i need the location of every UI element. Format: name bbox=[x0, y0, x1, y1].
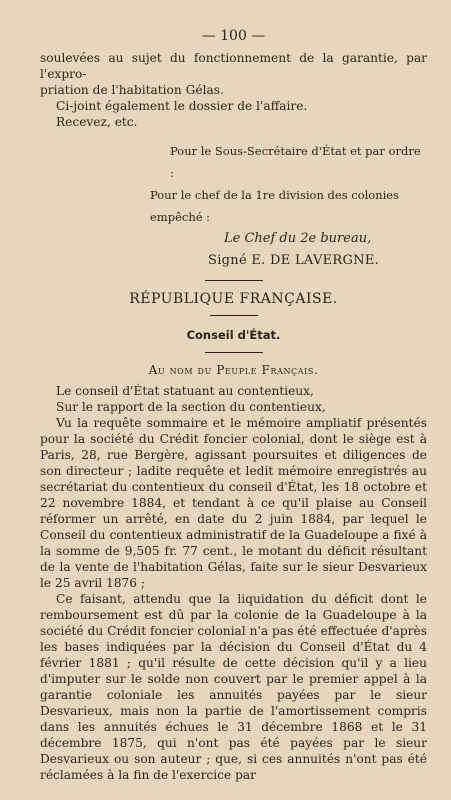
heading-peuple: Au nom du Peuple Français. bbox=[148, 363, 319, 377]
text-line: Recevez, etc. bbox=[56, 115, 138, 129]
text-line: Ci-joint également le dossier de l'affaire. bbox=[56, 99, 308, 113]
heading-conseil: Conseil d'État. bbox=[186, 328, 281, 342]
text-line: soulevées au sujet du fonctionnement de la garantie, par l'expro- bbox=[40, 51, 427, 81]
signature-line: Signé E. DE LAVERGNE. bbox=[208, 253, 380, 268]
heading-republic: RÉPUBLIQUE FRANÇAISE. bbox=[129, 291, 338, 307]
divider-rule bbox=[205, 280, 263, 281]
divider-rule bbox=[210, 315, 258, 316]
signature-line: Pour le chef de la 1re division des colonies empêché : bbox=[150, 188, 400, 224]
text-line: priation de l'habitation Gélas. bbox=[40, 83, 224, 97]
signature-line: Pour le Sous-Secrétaire d'État et par ordre : bbox=[170, 144, 421, 180]
page-number: — 100 — bbox=[201, 28, 266, 44]
divider-rule bbox=[205, 352, 263, 353]
signature-block bbox=[40, 140, 427, 272]
paragraph: Ce faisant, attendu que la liquidation du déficit dont le remboursement est dû par la colonie de la Guadeloupe à la société du Crédit foncier colonial n'a pas été effectuée d'après les bases indiquées par la décision du Conseil d'État du 4 février 1881 ; qu'il résulte de cette décision qu'il y a lieu d'imputer sur le solde non couvert par le premier appel à la garantie coloniale les annuités payées par le sieur Desvarieux, mais non la partie de l'amortissement compris dans les annuités échues le 31 décembre 1868 et le 31 décembre 1875, qui n'ont pas été payées par le sieur Desvarieux ou son auteur ; que, si ces annuités n'ont pas été réclamées à la fin de l'exercice par bbox=[40, 592, 427, 782]
paragraph: Vu la requête sommaire et le mémoire ampliatif présentés pour la société du Crédit foncier colonial, dont le siège est à Paris, 28, rue Bergère, agissant poursuites et diligences de son directeur ; ladite requête et ledit mémoire enregistrés au secrétariat du contentieux du conseil d'État, les 18 octobre et 22 novembre 1884, et tendant à ce qu'il plaise au Conseil réformer un arrêté, en date du 2 juin 1884, par lequel le Conseil du contentieux administratif de la Guadeloupe a fixé à la somme de 9,505 fr. 77 cent., le motant du déficit résultant de la vente de l'habitation Gélas, faite sur le sieur Desvarieux le 25 avril 1876 ; bbox=[40, 416, 427, 590]
paragraph: Sur le rapport de la section du contentieux, bbox=[56, 400, 326, 414]
signature-line: Le Chef du 2e bureau, bbox=[224, 231, 372, 246]
paragraph: Le conseil d'État statuant au contentieux, bbox=[56, 384, 314, 398]
